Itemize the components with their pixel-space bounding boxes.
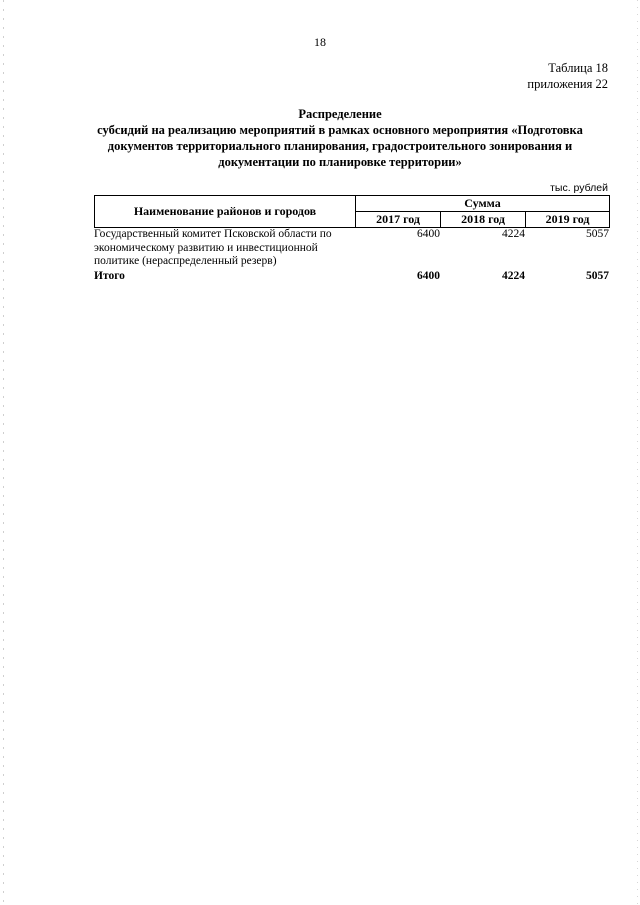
- total-value-2019: 5057: [586, 269, 609, 282]
- total-value-2017: 6400: [417, 269, 440, 282]
- header-year-2018: 2018 год: [441, 212, 526, 228]
- row-value-2017: 6400: [417, 228, 440, 240]
- page-number: 18: [314, 35, 326, 49]
- document-title: [70, 106, 610, 170]
- total-value-2018: 4224: [502, 269, 525, 282]
- row-name: Государственный комитет Псковской области по экономическому развитию и инвестиционной политике (нераспределенный резерв): [94, 228, 332, 267]
- table-row: [94, 228, 609, 269]
- table-body: [94, 228, 609, 283]
- header-year-2017: 2017 год: [356, 212, 441, 228]
- title-line-4: документации по планировке территории»: [218, 155, 462, 169]
- total-label: Итого: [94, 269, 125, 282]
- header-sum: Сумма: [356, 196, 610, 212]
- table-reference: [527, 60, 608, 92]
- title-line-1: Распределение: [298, 107, 382, 121]
- table-header: [94, 195, 610, 228]
- units-label: тыс. рублей: [550, 182, 608, 194]
- header-name: Наименование районов и городов: [95, 196, 356, 228]
- row-value-2018: 4224: [502, 228, 525, 240]
- title-line-3: документов территориального планирования, градостроительного зонирования и: [107, 139, 573, 153]
- title-line-2: субсидий на реализацию мероприятий в рамках основного мероприятия «Подготовка: [97, 123, 583, 137]
- scan-edge-right: [637, 0, 638, 905]
- row-value-2019: 5057: [586, 228, 609, 240]
- header-year-2019: 2019 год: [526, 212, 610, 228]
- total-row: [94, 269, 609, 284]
- scan-edge-left: [3, 0, 4, 905]
- table-ref-line-2: приложения 22: [527, 77, 608, 91]
- table-ref-line-1: Таблица 18: [548, 61, 608, 75]
